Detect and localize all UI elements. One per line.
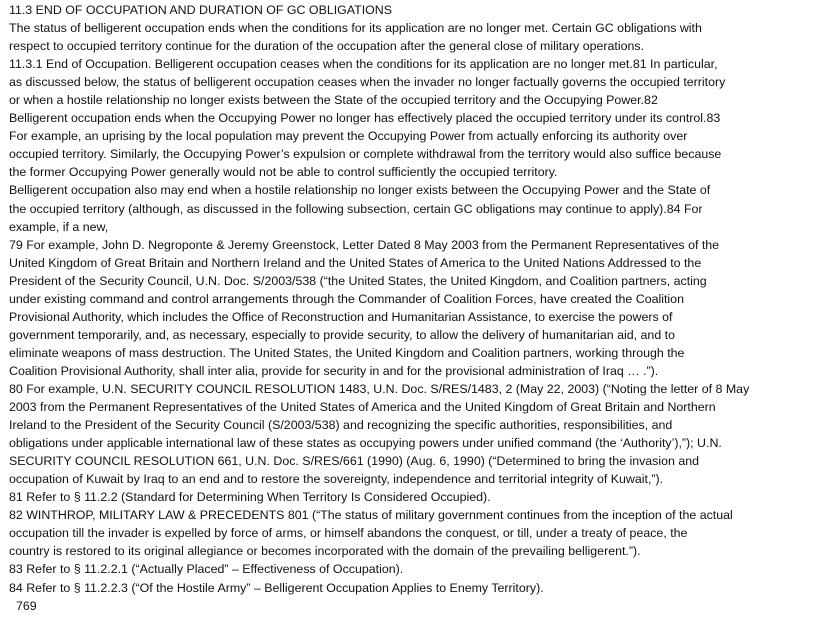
text-line: Belligerent occupation ends when the Occupying Power no longer has effectively placed the occupied territory under its control.83 — [9, 111, 721, 126]
text-line: Belligerent occupation also may end when a hostile relationship no longer exists between the Occupying Power and the State of — [9, 183, 711, 198]
footnote-line: Coalition Provisional Authority, shall inter alia, provide for security in and for the provisional administration of Iraq … .”). — [9, 363, 659, 378]
footnote-line: country is restored to its original allegiance or becomes incorporated with the domain of the prevailing belligerent.”). — [9, 544, 641, 559]
text-line: For example, an uprising by the local population may prevent the Occupying Power from actually enforcing its authority over — [9, 129, 688, 144]
footnote-line: 81 Refer to § 11.2.2 (Standard for Determining When Territory Is Considered Occupied). — [9, 490, 491, 505]
footnote-line: SECURITY COUNCIL RESOLUTION 661, U.N. Doc. S/RES/661 (1990) (Aug. 6, 1990) (“Determined to bring the invasion and — [9, 454, 700, 469]
text-line: respect to occupied territory continue for the duration of the occupation after the general close of military operations. — [9, 39, 645, 54]
footnote-line: occupation till the invader is expelled by force of arms, or himself abandons the conquest, or till, under a treaty of peace, the — [9, 526, 688, 541]
text-line: or when a hostile relationship no longer exists between the State of the occupied territory and the Occupying Power.82 — [9, 93, 658, 108]
section-heading: 11.3 END OF OCCUPATION AND DURATION OF GC OBLIGATIONS — [9, 3, 393, 17]
text-line: 11.3.1 End of Occupation. Belligerent occupation ceases when the conditions for its application are no longer met.81 In particular, — [9, 57, 718, 72]
document-page — [9, 1, 809, 615]
page-number: 769 — [16, 598, 37, 613]
footnote-line: Ireland to the President of the Security Council (S/2003/538) and recognizing the specific authorities, responsibilities, and — [9, 418, 673, 433]
footnote-line: 79 For example, John D. Negroponte & Jeremy Greenstock, Letter Dated 8 May 2003 from the Permanent Representatives of the — [9, 237, 720, 252]
footnote-line: 84 Refer to § 11.2.2.3 (“Of the Hostile Army” – Belligerent Occupation Applies to Enemy Territory). — [9, 580, 544, 595]
footnote-line: under existing command and control arrangements through the Commander of Coalition Forces, have created the Coalition — [9, 291, 684, 306]
footnote-line: eliminate weapons of mass destruction. The United States, the United Kingdom and Coalition partners, working through the — [9, 345, 685, 360]
footnote-line: government temporarily, and, as necessary, especially to provide security, to allow the delivery of humanitarian aid, and to — [9, 327, 675, 342]
footnote-line: occupation of Kuwait by Iraq to an end and to restore the sovereignty, independence and territorial integrity of Kuwait,”). — [9, 472, 664, 487]
footnote-line: 82 WINTHROP, MILITARY LAW & PRECEDENTS 801 (“The status of military government continues from the inception of the actual — [9, 508, 733, 523]
footnote-line: 2003 from the Permanent Representatives of the United States of America and the United Kingdom of Great Britain and Northern — [9, 400, 716, 415]
text-line: The status of belligerent occupation ends when the conditions for its application are no longer met. Certain GC obligations with — [9, 21, 702, 36]
text-line: the occupied territory (although, as discussed in the following subsection, certain GC obligations may continue to apply).84 For — [9, 201, 703, 216]
footnote-line: 80 For example, U.N. SECURITY COUNCIL RESOLUTION 1483, U.N. Doc. S/RES/1483, 2 (May 22, 2003) (“Noting the letter of 8 May — [9, 381, 750, 396]
text-line: example, if a new, — [9, 219, 109, 234]
text-line: as discussed below, the status of belligerent occupation ceases when the invader no longer factually governs the occupied territory — [9, 75, 726, 90]
footnote-line: United Kingdom of Great Britain and Northern Ireland and the United States of America to the United Nations Addressed to the — [9, 255, 702, 270]
footnote-line: 83 Refer to § 11.2.2.1 (“Actually Placed” – Effectiveness of Occupation). — [9, 562, 404, 577]
footnote-line: President of the Security Council, U.N. Doc. S/2003/538 (“the United States, the United Kingdom, and Coalition partners, acting — [9, 273, 707, 288]
text-line: the former Occupying Power generally would not be able to control sufficiently the occupied territory. — [9, 165, 558, 180]
footnote-line: obligations under applicable international law of these states as occupying powers under unified command (the ‘Authority’),”); U.N. — [9, 436, 722, 451]
text-line: occupied territory. Similarly, the Occupying Power’s expulsion or complete withdrawal from the territory would also suffice because — [9, 147, 722, 162]
footnote-line: Provisional Authority, which includes the Office of Reconstruction and Humanitarian Assistance, to exercise the powers of — [9, 309, 673, 324]
